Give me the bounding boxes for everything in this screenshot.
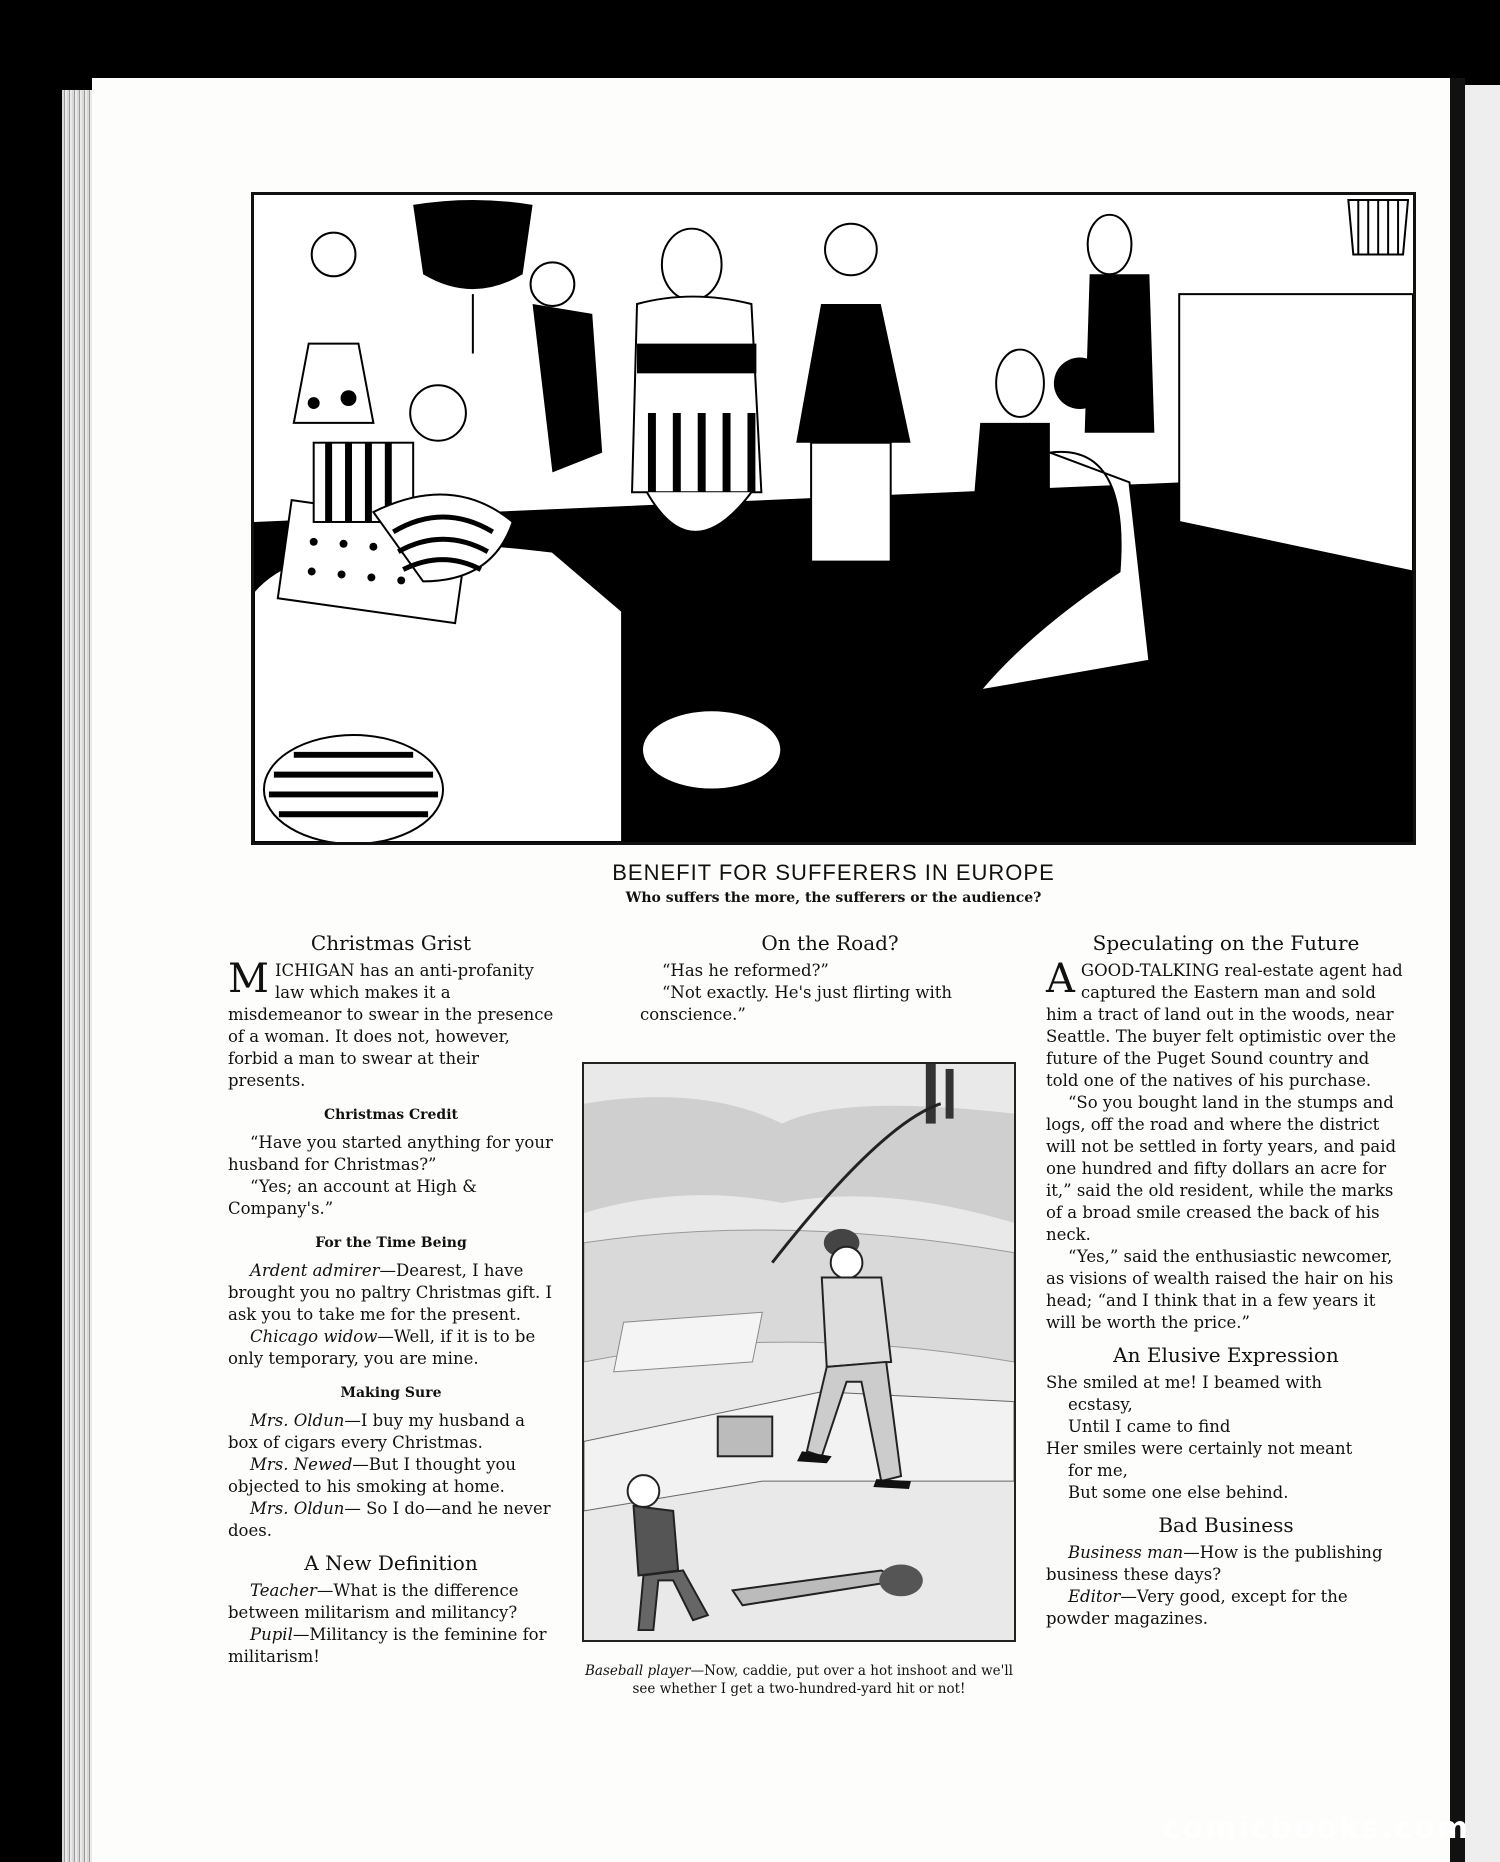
speaker: Chicago widow (250, 1327, 378, 1346)
speaker: Mrs. Oldun (250, 1499, 345, 1518)
golf-cartoon-illustration (582, 1062, 1016, 1642)
dialogue: —What is the difference between militarism and militancy? (228, 1581, 519, 1622)
speaker: Mrs. Oldun (250, 1411, 345, 1430)
time-being-line-2 (228, 1326, 554, 1370)
christmas-grist-text: ICHIGAN has an anti-profanity law which makes it a misdemeanor to swear in the presence of a woman. It does not, however, forbid a man to swear at their presents. (228, 961, 554, 1090)
adjacent-page-edge (1465, 85, 1500, 1862)
caption-speaker: Baseball player (585, 1663, 691, 1679)
drop-cap: A (1046, 956, 1075, 1002)
drop-cap: M (228, 956, 269, 1002)
on-the-road-heading: On the Road? (761, 931, 899, 955)
dialogue: —Well, if it is to be only temporary, you are mine. (228, 1327, 536, 1368)
speculating-paragraph-3: “Yes,” said the enthusiastic newcomer, as visions of wealth raised the hair on his head; “and I think that in a few years it will be worth the price.” (1046, 1247, 1394, 1332)
speaker: Teacher (250, 1581, 317, 1600)
cartoon-subtitle: Who suffers the more, the sufferers or the audience? (625, 890, 1042, 906)
column-right (1046, 932, 1406, 1630)
christmas-credit-heading: Christmas Credit (323, 1107, 458, 1123)
column-left (228, 932, 554, 1668)
road-line-1: “Has he reformed?” (662, 961, 829, 980)
business-line-1 (1046, 1542, 1406, 1586)
making-sure-line-3 (228, 1498, 554, 1542)
golf-cartoon-caption (572, 1662, 1026, 1698)
bad-business-heading: Bad Business (1158, 1513, 1294, 1537)
book-spine (62, 90, 92, 1862)
elusive-expression-heading: An Elusive Expression (1113, 1343, 1339, 1367)
dialogue: — So I do—and he never does. (228, 1499, 551, 1540)
page-gutter (1450, 78, 1465, 1862)
speaker: Editor (1068, 1587, 1121, 1606)
speaker: Pupil (250, 1625, 293, 1644)
poem-line-1: She smiled at me! I beamed with (1046, 1373, 1322, 1392)
making-sure-heading: Making Sure (340, 1385, 442, 1401)
dialogue: —Dearest, I have brought you no paltry Christmas gift. I ask you to take me for the present. (228, 1261, 553, 1324)
definition-line-1 (228, 1580, 554, 1624)
cartoon-title: BENEFIT FOR SUFFERERS IN EUROPE (612, 860, 1055, 885)
poem-line-2: ecstasy, (1068, 1395, 1133, 1414)
road-line-2: “Not exactly. He's just flirting with conscience.” (640, 983, 953, 1024)
making-sure-line-1 (228, 1410, 554, 1454)
site-watermark: comicbooks.com (1162, 1811, 1470, 1846)
poem-line-3: Until I came to find (1068, 1417, 1231, 1436)
dialogue: —But I thought you objected to his smoking at home. (228, 1455, 517, 1496)
making-sure-line-2 (228, 1454, 554, 1498)
speaker: Ardent admirer (250, 1261, 380, 1280)
dialogue: —Very good, except for the powder magazines. (1046, 1587, 1348, 1628)
time-being-heading: For the Time Being (315, 1235, 467, 1251)
speculating-paragraph-2: “So you bought land in the stumps and logs, off the road and where the district will not be settled in forty years, and paid one hundred and fifty dollars an acre for it,” said the old resident, while the marks of a broad smile creased the back of his neck. (1046, 1093, 1397, 1244)
caption-text: —Now, caddie, put over a hot inshoot and we'll see whether I get a two-hundred-yard hit or not! (632, 1663, 1013, 1697)
poem-line-4: Her smiles were certainly not meant (1046, 1439, 1353, 1458)
credit-line-1: “Have you started anything for your husband for Christmas?” (228, 1133, 553, 1174)
dialogue: —How is the publishing business these days? (1046, 1543, 1383, 1584)
christmas-grist-heading: Christmas Grist (310, 931, 472, 955)
business-line-2 (1046, 1586, 1406, 1630)
credit-line-2: “Yes; an account at High & Company's.” (228, 1177, 477, 1218)
dialogue: —I buy my husband a box of cigars every Christmas. (228, 1411, 525, 1452)
speculating-heading: Speculating on the Future (1092, 931, 1360, 955)
speculating-text: GOOD-TALKING real-estate agent had captured the Eastern man and sold him a tract of land out in the woods, near Seattle. The buyer felt optimistic over the future of the Puget Sound country and told one of the natives of his purchase. (1046, 961, 1403, 1090)
speaker: Mrs. Newed (250, 1455, 353, 1474)
poem-line-6: But some one else behind. (1068, 1483, 1289, 1502)
column-middle (640, 932, 1020, 1026)
new-definition-heading: A New Definition (304, 1551, 478, 1575)
poem-line-5: for me, (1068, 1461, 1128, 1480)
speaker: Business man (1068, 1543, 1184, 1562)
dialogue: —Militancy is the feminine for militarism! (228, 1625, 547, 1666)
speculating-paragraph-1 (1046, 956, 1406, 1092)
party-cartoon-illustration (251, 192, 1416, 845)
definition-line-2 (228, 1624, 554, 1668)
christmas-grist-paragraph (228, 956, 554, 1092)
time-being-line-1 (228, 1260, 554, 1326)
